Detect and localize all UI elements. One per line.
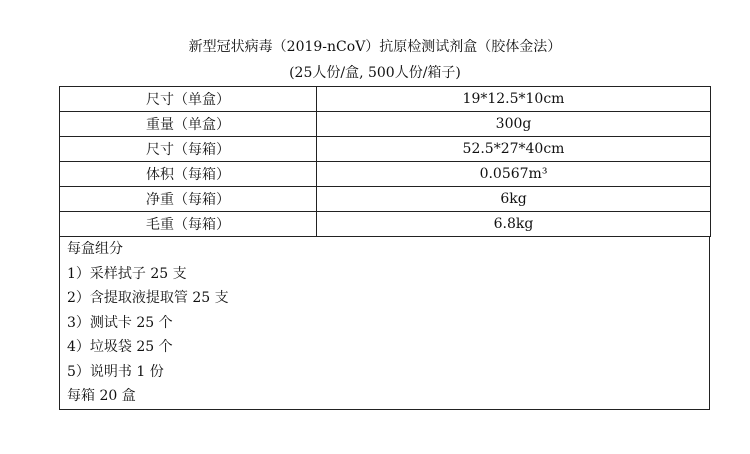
document-title: 新型冠状病毒（2019-nCoV）抗原检测试剂盒（胶体金法） [188,39,562,55]
row-value: 52.5*27*40cm [317,137,711,162]
row-value: 6.8kg [317,212,711,237]
composition-item: 5）说明书 1 份 [67,364,164,380]
composition-box [59,237,710,410]
row-label: 重量（单盒） [60,112,317,137]
table-row [60,87,711,112]
document-subtitle: (25人份/盒, 500人份/箱子) [289,65,461,81]
composition-item: 3）测试卡 25 个 [67,315,173,331]
table-row [60,212,711,237]
composition-item: 4）垃圾袋 25 个 [67,339,173,355]
spec-table [59,86,711,237]
row-value: 300g [317,112,711,137]
row-value: 0.0567m³ [317,162,711,187]
row-value: 19*12.5*10cm [317,87,711,112]
table-row [60,112,711,137]
row-label: 尺寸（单盒） [60,87,317,112]
table-row [60,162,711,187]
row-label: 净重（每箱） [60,187,317,212]
composition-item: 2）含提取液提取管 25 支 [67,290,229,306]
row-label: 毛重（每箱） [60,212,317,237]
row-label: 体积（每箱） [60,162,317,187]
row-label: 尺寸（每箱） [60,137,317,162]
composition-heading: 每盒组分 [67,241,123,257]
row-value: 6kg [317,187,711,212]
table-row [60,137,711,162]
table-row [60,187,711,212]
composition-footer: 每箱 20 盒 [67,388,136,404]
composition-item: 1）采样拭子 25 支 [67,266,187,282]
